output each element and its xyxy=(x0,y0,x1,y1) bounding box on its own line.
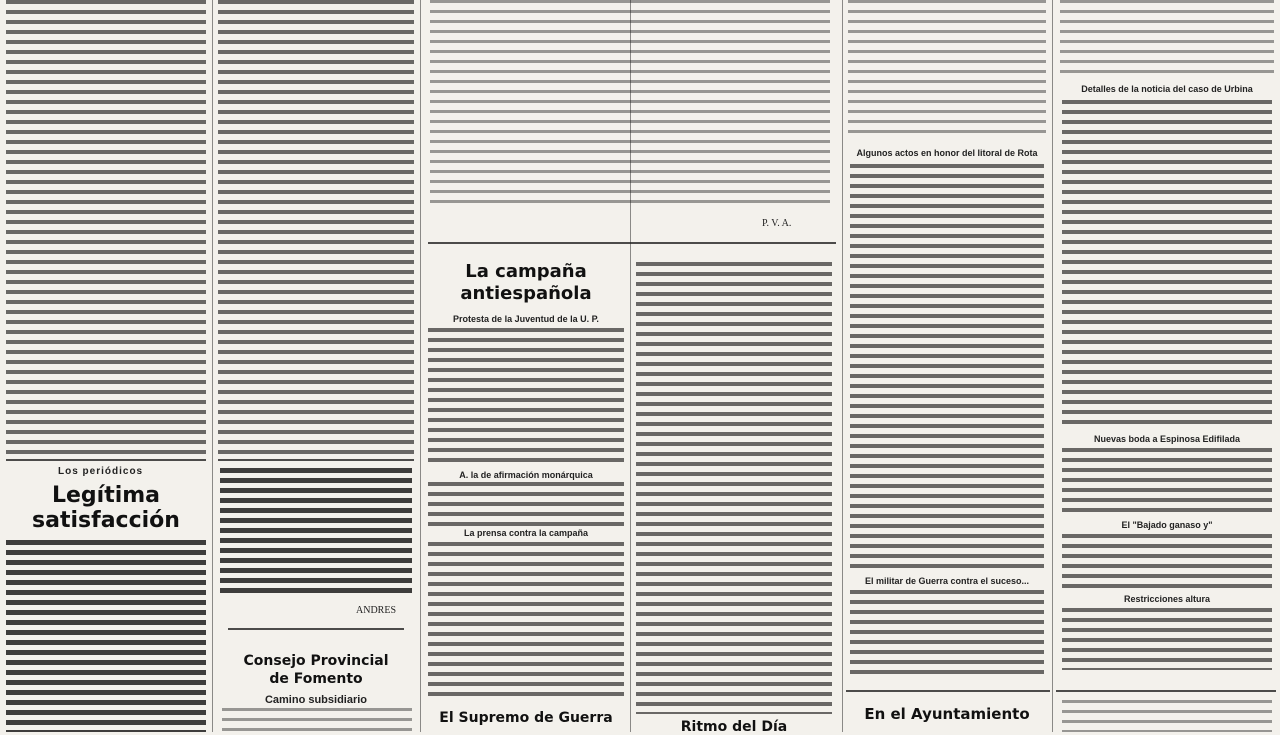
column3-headline-line1: La campaña xyxy=(465,261,587,282)
column5-article-text-3 xyxy=(1062,534,1272,590)
column2-divider-2 xyxy=(228,628,404,630)
column1-divider xyxy=(6,459,206,461)
column5-subhead-1: Detalles de la noticia del caso de Urbina xyxy=(1081,84,1253,94)
column1-kicker: Los periódicos xyxy=(58,466,144,477)
column2-signature: ANDRES xyxy=(356,605,397,616)
wide-article-signature: P. V. A. xyxy=(762,218,792,229)
column5-article-text-4 xyxy=(1062,608,1272,670)
column1-top-text xyxy=(6,0,206,455)
column3-subhead-3: La prensa contra la campaña xyxy=(463,528,589,538)
column4-article-text-2 xyxy=(850,590,1044,680)
column2-divider xyxy=(218,459,414,461)
column2-article-text xyxy=(220,468,412,598)
column3b-article-text xyxy=(636,262,832,714)
column2-subhead: Camino subsidiario xyxy=(264,694,368,706)
column4-top-text xyxy=(848,0,1046,140)
column3-article-text-3 xyxy=(428,542,624,702)
column-rule-4 xyxy=(842,0,843,732)
column4-subhead-2: El militar de Guerra contra el suceso... xyxy=(864,576,1030,586)
column5-bottom-text xyxy=(1062,700,1272,732)
column3-article-text-2 xyxy=(428,482,624,526)
column-rule-2 xyxy=(420,0,421,732)
column5-subhead-3: El "Bajado ganaso y" xyxy=(1121,520,1213,530)
column-rule-5 xyxy=(1052,0,1053,732)
column1-article-text xyxy=(6,540,206,732)
column3-article-text xyxy=(428,328,624,468)
column5-top-text xyxy=(1060,0,1274,80)
column5-article-text xyxy=(1062,100,1272,430)
column4-bottom-headline: En el Ayuntamiento xyxy=(864,705,1030,723)
column4-divider xyxy=(846,690,1050,692)
column5-divider xyxy=(1056,690,1276,692)
wide-article-divider xyxy=(428,242,836,244)
column3b-bottom-headline: Ritmo del Día xyxy=(680,719,788,735)
column2-bottom-text xyxy=(222,708,412,732)
column4-subhead-1: Algunos actos en honor del litoral de Rota xyxy=(856,148,1038,158)
column2-top-text xyxy=(218,0,414,455)
column3-subhead-2: A. la de afirmación monárquica xyxy=(459,470,593,480)
column5-subhead-4: Restricciones altura xyxy=(1123,594,1211,604)
column5-subhead-2: Nuevas boda a Espinosa Edifilada xyxy=(1093,434,1241,444)
column3-subhead: Protesta de la Juventud de la U. P. xyxy=(453,314,599,324)
column5-article-text-2 xyxy=(1062,448,1272,516)
column1-headline-line2: satisfacción xyxy=(32,508,180,533)
column1-headline-line1: Legítima xyxy=(51,483,161,508)
column2-headline-line1: Consejo Provincial xyxy=(243,653,389,669)
column2-headline-line2: de Fomento xyxy=(269,671,363,687)
column-rule-1 xyxy=(212,0,213,732)
wide-article-top-text xyxy=(430,0,830,205)
column3-headline-line2: antiespañola xyxy=(460,283,592,304)
column3-bottom-headline: El Supremo de Guerra xyxy=(439,710,613,726)
column4-article-text xyxy=(850,164,1044,570)
